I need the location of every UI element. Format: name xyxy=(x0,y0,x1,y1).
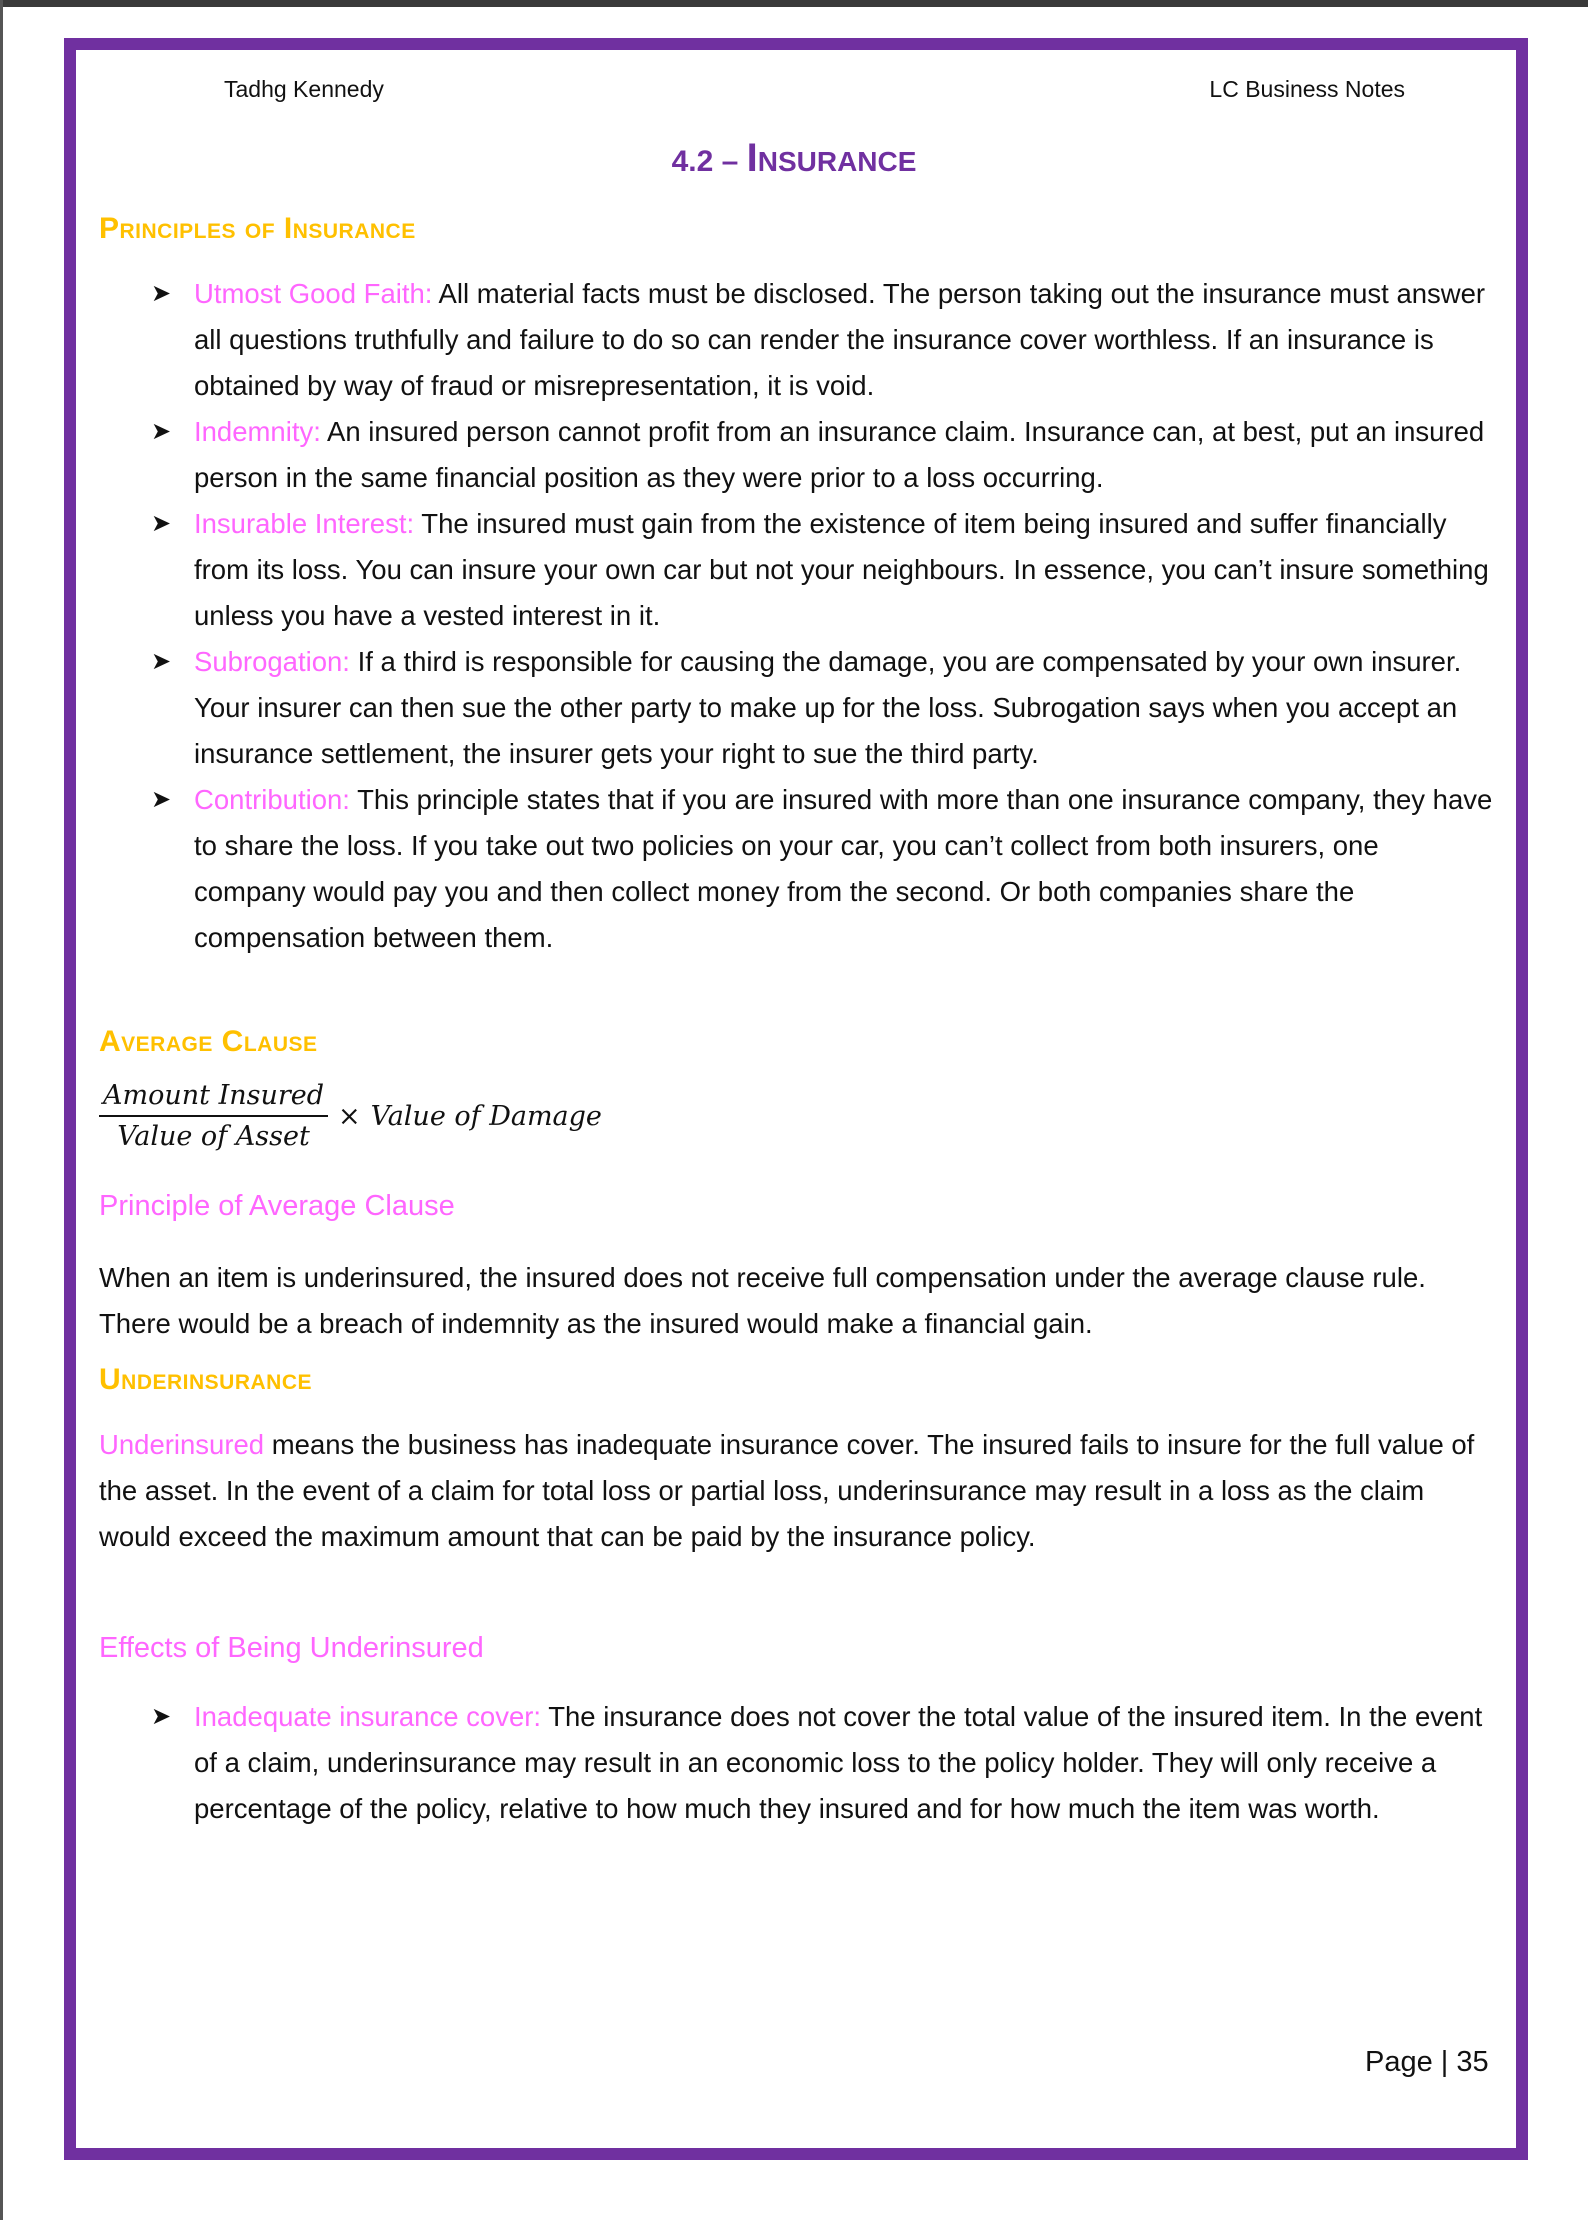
term: Insurable Interest: xyxy=(194,508,415,539)
average-clause-text: When an item is underinsured, the insured does not receive full compensation under the average clause rule. There would be a breach of indemnity as the insured would make a financial gain. xyxy=(99,1262,1426,1339)
arrow-bullet-icon: ➤ xyxy=(151,1703,172,1730)
arrow-bullet-icon: ➤ xyxy=(151,418,172,445)
header-series: LC Business Notes xyxy=(1209,76,1405,102)
window-left-edge xyxy=(0,0,3,2220)
page-number: Page | 35 xyxy=(1365,2046,1489,2078)
term: Underinsured xyxy=(99,1429,265,1460)
header-author: Tadhg Kennedy xyxy=(224,76,384,102)
arrow-bullet-icon: ➤ xyxy=(151,648,172,675)
term: Contribution: xyxy=(194,784,350,815)
list-item xyxy=(99,1694,1494,1832)
term: Utmost Good Faith: xyxy=(194,278,433,309)
average-clause-heading: Average Clause xyxy=(99,1025,318,1058)
effects-subheading: Effects of Being Underinsured xyxy=(99,1632,484,1664)
definition: The insurance does not cover the total value of the insured item. In the event of a claim, underinsurance may result in an economic loss to the policy holder. They will only receive a percentage of the policy, relative to how much they insured and for how much the item was worth. xyxy=(194,1701,1483,1824)
arrow-bullet-icon: ➤ xyxy=(151,280,172,307)
multiply-operator: × xyxy=(338,1100,361,1132)
underinsurance-text xyxy=(99,1422,1494,1560)
principles-heading: Principles of Insurance xyxy=(99,212,416,245)
fraction xyxy=(99,1080,328,1152)
term: Indemnity: xyxy=(194,416,321,447)
effects-list xyxy=(99,1694,1494,1832)
window-top-edge xyxy=(0,0,1588,7)
arrow-bullet-icon: ➤ xyxy=(151,786,172,813)
definition: means the business has inadequate insurance cover. The insured fails to insure for the full value of the asset. In the event of a claim for total loss or partial loss, underinsurance may result in a loss as the claim would exceed the maximum amount that can be paid by the insurance policy. xyxy=(99,1429,1475,1552)
list-item xyxy=(99,501,1494,639)
term: Subrogation: xyxy=(194,646,350,677)
average-clause-formula xyxy=(99,1080,602,1152)
list-item xyxy=(99,409,1494,501)
denominator: Value of Asset xyxy=(117,1121,310,1152)
list-item xyxy=(99,639,1494,777)
underinsurance-heading: Underinsurance xyxy=(99,1363,313,1396)
definition: This principle states that if you are insured with more than one insurance company, they have to share the loss. If you take out two policies on your car, you can’t collect from both insurers, one company would pay you and then collect money from the second. Or both companies share the compensation between them. xyxy=(194,784,1493,953)
title-name: Insurance xyxy=(746,136,917,180)
list-item xyxy=(99,271,1494,409)
list-item xyxy=(99,777,1494,961)
term: Inadequate insurance cover: xyxy=(194,1701,542,1732)
arrow-bullet-icon: ➤ xyxy=(151,510,172,537)
principles-list xyxy=(99,271,1494,961)
definition: An insured person cannot profit from an insurance claim. Insurance can, at best, put an insured person in the same financial position as they were prior to a loss occurring. xyxy=(194,416,1485,493)
page-title xyxy=(0,136,1588,181)
average-clause-subheading: Principle of Average Clause xyxy=(99,1190,455,1222)
title-number: 4.2 – xyxy=(671,145,747,178)
multiplier: Value of Damage xyxy=(370,1100,602,1132)
definition: The insured must gain from the existence of item being insured and suffer financially from its loss. You can insure your own car but not your neighbours. In essence, you can’t insure something unless you have a vested interest in it. xyxy=(194,508,1489,631)
definition: If a third is responsible for causing the damage, you are compensated by your own insurer. Your insurer can then sue the other party to make up for the loss. Subrogation says when you accept an insurance settlement, the insurer gets your right to sue the third party. xyxy=(194,646,1462,769)
definition: All material facts must be disclosed. The person taking out the insurance must answer all questions truthfully and failure to do so can render the insurance cover worthless. If an insurance is obtained by way of fraud or misrepresentation, it is void. xyxy=(194,278,1486,401)
numerator: Amount Insured xyxy=(99,1080,328,1117)
